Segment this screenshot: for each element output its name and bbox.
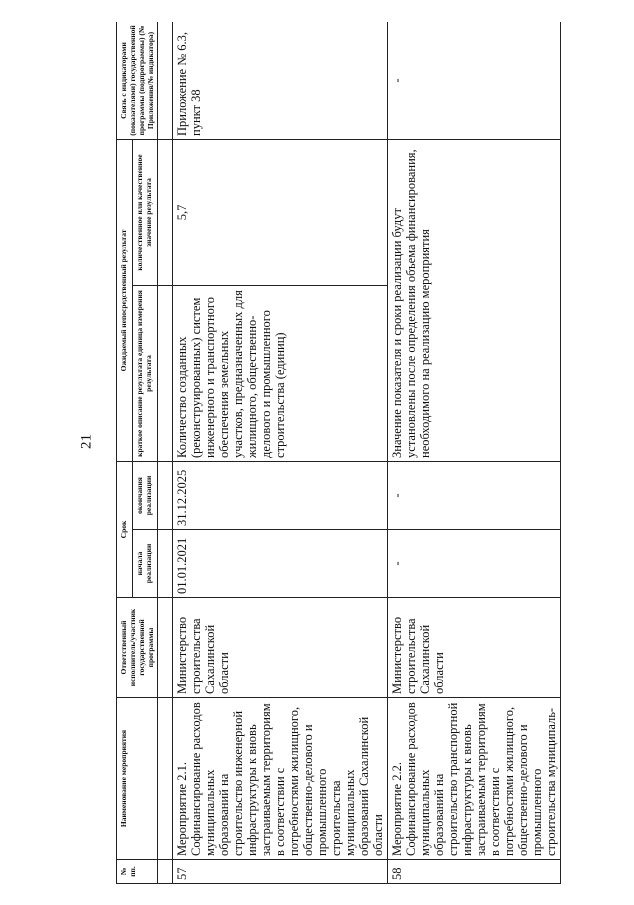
row-link: Приложение № 6.3, пункт 38 (173, 22, 388, 139)
header-value: количественное или качественное значение результата (132, 139, 158, 285)
row-name: Мероприятие 2.1. Софинансирование расходов муниципальных образований на строительство инженерной инфраструктуры к вновь застраиваемым территориям в соответствии с потребностями жилищного, общественно-делового и промышленного строительства муниципальных образований Сахалинской области (173, 698, 388, 860)
header-result: Ожидаемый непосредственный результат (117, 139, 133, 461)
row-num: 58 (388, 860, 561, 884)
row-num: 57 (173, 860, 388, 884)
rotated-table-container (116, 22, 586, 884)
header-start: начала реализации (132, 530, 158, 598)
page-number: 21 (78, 434, 95, 449)
row-start: - (388, 530, 561, 598)
header-num: № пп. (117, 860, 158, 884)
row-responsible: Министерство строительства Сахалинской области (173, 598, 388, 698)
header-name: Наименование мероприятия (117, 698, 158, 860)
header-period: Срок (117, 461, 133, 597)
row-link: - (388, 22, 561, 139)
header-end: окончания реализации (132, 461, 158, 529)
document-frame (116, 22, 586, 884)
blank-row (158, 22, 173, 884)
row-start: 01.01.2021 (173, 530, 388, 598)
row-value: 5,7 (173, 139, 388, 285)
row-end: - (388, 461, 561, 529)
row-description: Количество созданных (реконструированных) систем инженерного и транспортного обеспечения земельных участков, предназначенных для жилищного, общественно-делового и промышленного строительства (единиц) (173, 285, 388, 461)
header-description: краткое описание результата единица измерения результата (132, 285, 158, 461)
table-row (388, 22, 561, 884)
header-link: Связь с индикаторами (показателями) государственной программы (подпрограммы) (№ Приложения/№ индикатора) (117, 22, 158, 139)
header-responsible: Ответственный исполнитель/участник государственной программы (117, 598, 158, 698)
table-row (173, 22, 388, 884)
row-end: 31.12.2025 (173, 461, 388, 529)
measures-table (116, 22, 561, 884)
row-name: Мероприятие 2.2. Софинансирование расходов муниципальных образований на строительство транспортной инфраструктуры к вновь застраиваемым территориям в соответствии с потребностями жилищного, общественно-делового и промышленного строительства муниципаль- (388, 698, 561, 860)
row-responsible: Министерство строительства Сахалинской области (388, 598, 561, 698)
row-description: Значение показателя и сроки реализации будут установлены после определения объема финансирования, необходимого на реализацию мероприятия (388, 139, 561, 461)
